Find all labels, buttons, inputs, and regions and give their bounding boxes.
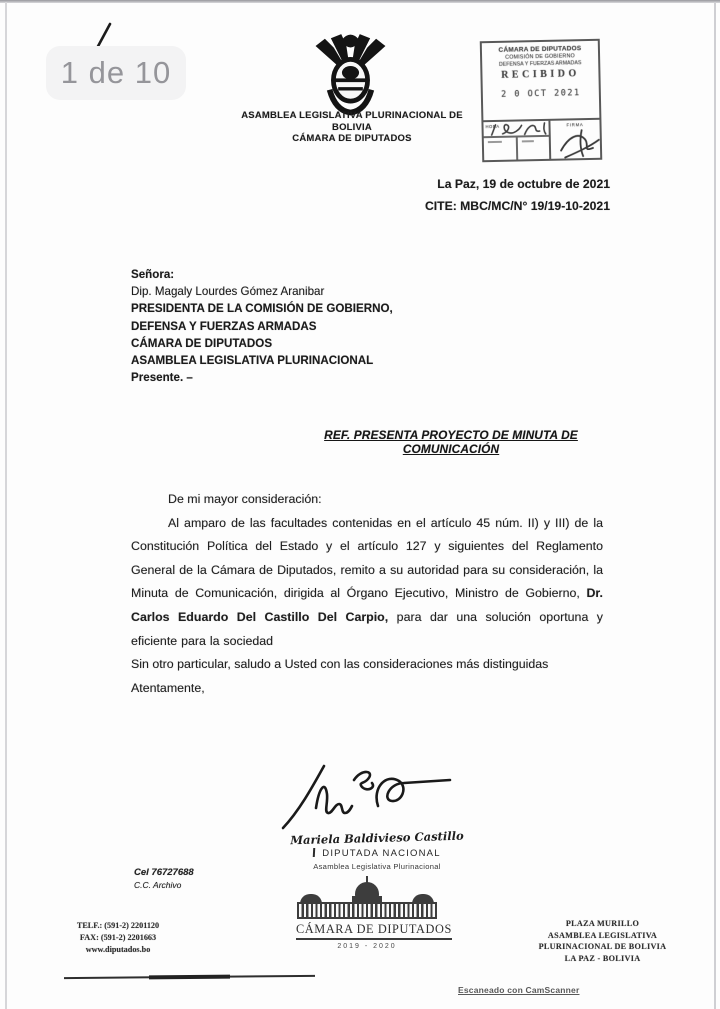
signer-title-text: DIPUTADA NACIONAL [322, 848, 441, 859]
palace-dome [355, 882, 379, 897]
recipient-title-2: DEFENSA Y FUERZAS ARMADAS [131, 319, 317, 333]
cite-number: CITE: MBC/MC/N° 19/19-10-2021 [424, 199, 610, 213]
footer-website: www.diputados.bo [85, 945, 151, 954]
page-indicator-text: 1 de 10 [60, 55, 172, 90]
body-paragraph-post: para dar una solución oportuna y eficiente para la sociedad [131, 609, 604, 648]
palace-colonnade [297, 902, 437, 919]
dateline-block [330, 177, 610, 213]
stamp-hora-cell [483, 121, 551, 160]
signer-org: Asamblea Legislativa Plurinacional [313, 862, 441, 871]
cel-note: Cel 76727688 [134, 867, 194, 878]
camscanner-watermark: Escaneado con CamScanner [458, 985, 580, 995]
stamp-signature-scrawl [555, 126, 606, 166]
footer-contact-block [70, 920, 166, 956]
handwritten-signature [278, 752, 453, 839]
body-valediction: Atentamente, [131, 680, 205, 695]
footer-fax: FAX: (591-2) 2201663 [79, 933, 157, 942]
footer-address-line3: PLURINACIONAL DE BOLIVIA [538, 942, 667, 951]
letterhead-org [232, 110, 472, 145]
scan-edge-right [714, 2, 716, 1009]
footer-logo-title: CÁMARA DE DIPUTADOS [296, 922, 452, 940]
footer-telf: TELF.: (591-2) 2201120 [76, 921, 160, 930]
stamp-grid [483, 118, 600, 160]
footer-address-line4: LA PAZ - BOLIVIA [564, 953, 641, 963]
body-paragraph [131, 512, 603, 654]
recipient-title-4: ASAMBLEA LEGISLATIVA PLURINACIONAL [131, 354, 374, 368]
stamp-date: 2 0 OCT 2021 [501, 88, 581, 100]
body-paragraph-bold-name: Dr. Carlos Eduardo Del Castillo Del Carpio, [131, 586, 603, 624]
scan-edge-left [5, 2, 7, 1009]
stamp-org-line3: DEFENSA Y FUERZAS ARMADAS [498, 60, 582, 68]
stamp-firma-cell [550, 120, 600, 159]
recipient-title-3: CÁMARA DE DIPUTADOS [131, 336, 273, 350]
scan-edge-top [0, 0, 720, 3]
body-closing: Sin otro particular, saludo a Usted con las consideraciones más distinguidas [131, 657, 549, 672]
cc-note: C.C. Archivo [134, 880, 182, 890]
letterhead-org-line1: ASAMBLEA LEGISLATIVA PLURINACIONAL DE BOLIVIA [241, 110, 463, 133]
signer-title [288, 848, 466, 859]
recipient-salutation: Señora: [131, 268, 175, 281]
stamp-firma-label: FIRMA [566, 122, 584, 128]
recipient-title-1: PRESIDENTA DE LA COMISIÓN DE GOBIERNO, [131, 302, 393, 316]
reference-line: REF. PRESENTA PROYECTO DE MINUTA DE COMUNICACIÓN [324, 428, 578, 456]
legislative-palace-icon [297, 876, 437, 920]
stamp-hora-label: HORA [485, 123, 500, 130]
footer-address-line2: ASAMBLEA LEGISLATIVA [547, 930, 658, 940]
footer-logo-block [296, 876, 452, 950]
stamp-hora-handwriting [486, 120, 548, 144]
footer-logo-years: 2019 - 2020 [337, 942, 397, 950]
stamp-org-line2: COMISIÓN DE GOBIERNO [505, 53, 575, 61]
stamp-org-line1: CÁMARA DE DIPUTADOS [498, 45, 582, 54]
recipient-present: Presente. – [131, 371, 193, 385]
letter-body [131, 488, 603, 700]
annotations-block [134, 866, 194, 892]
received-stamp [480, 39, 603, 162]
pen-tick-mark [313, 848, 315, 857]
page-indicator-badge [46, 46, 186, 100]
recipient-name: Dip. Magaly Lourdes Gómez Aranibar [131, 285, 325, 299]
footer-address-block [520, 918, 685, 964]
scan-artifact-line [64, 975, 315, 979]
recipient-block [131, 266, 393, 386]
letterhead-org-line2: CÁMARA DE DIPUTADOS [292, 133, 412, 144]
body-paragraph-pre: Al amparo de las facultades contenidas en el artículo 45 núm. II) y III) de la Constitución Política del Estado y el artículo 127 y siguientes del Reglamento General de la Cámara de Diputados, remito a su autoridad para su consideración, la Minuta de Comunicación, dirigida al Órgano Ejecutivo, Ministro de Gobierno, [131, 515, 603, 601]
body-greeting: De mi mayor consideración: [168, 492, 322, 506]
place-date: La Paz, 19 de octubre de 2021 [437, 177, 610, 191]
footer-address-line1: PLAZA MURILLO [565, 919, 640, 928]
signer-name: Mariela Baldivieso Castillo [290, 828, 464, 848]
stamp-received-label: RECIBIDO [501, 68, 580, 81]
